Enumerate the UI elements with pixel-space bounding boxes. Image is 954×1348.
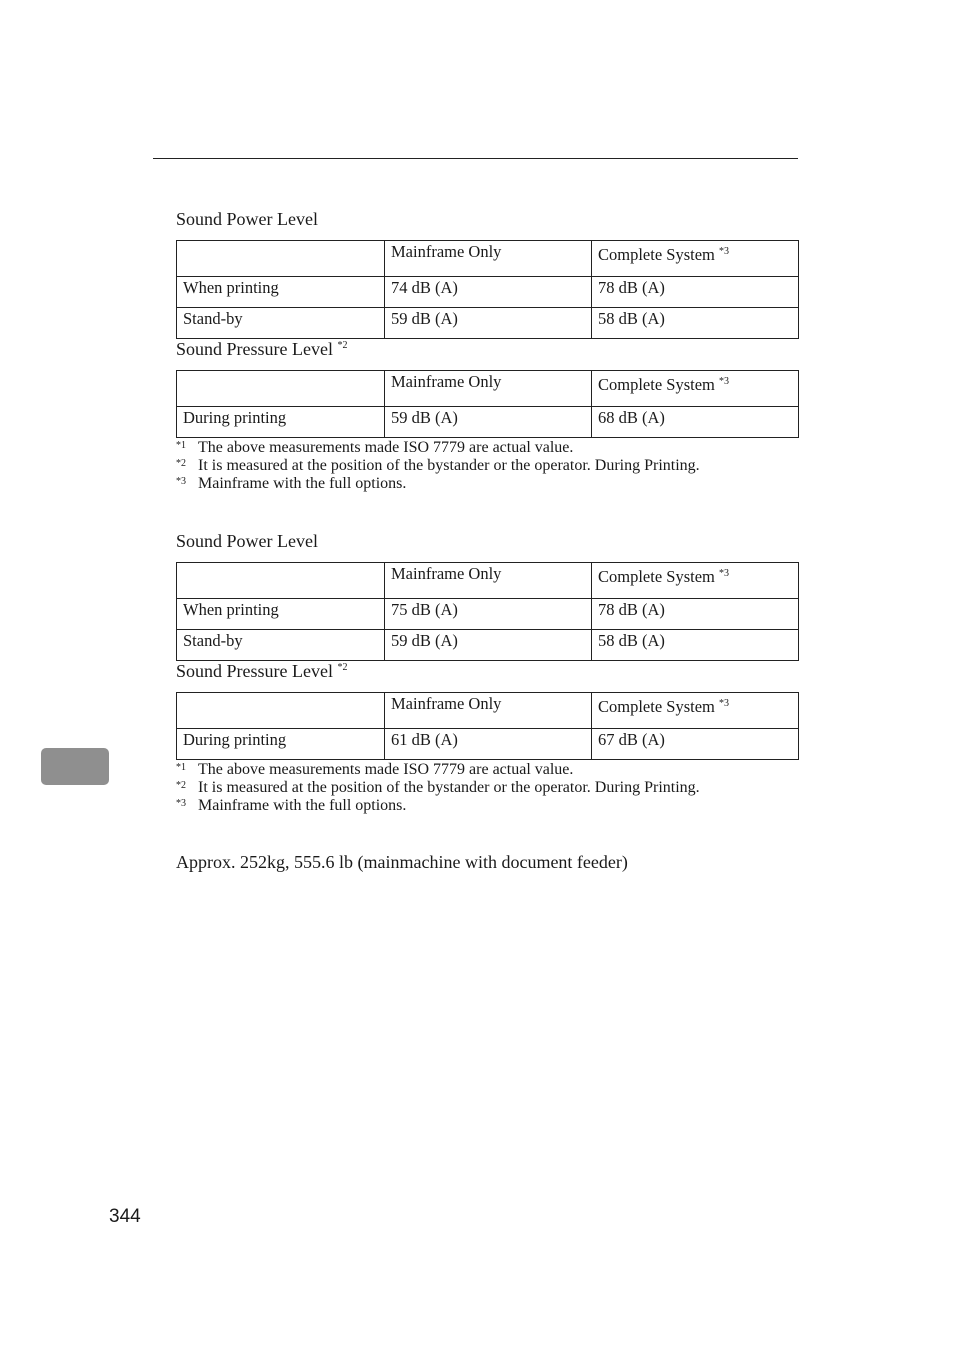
column-header-mainframe: Mainframe Only	[385, 371, 592, 407]
column-header-mainframe: Mainframe Only	[385, 563, 592, 599]
column-header-complete-system: Complete System $^{*3}$	[592, 371, 799, 407]
sound-pressure-table-2	[176, 692, 799, 760]
chapter-tab	[41, 748, 109, 785]
table-row: During printing 61 dB (A) 67 dB (A)	[177, 729, 799, 760]
column-header-mainframe: Mainframe Only	[385, 241, 592, 277]
footnote: *1 The above measurements made ISO 7779 are actual value.	[176, 439, 574, 456]
footnote: *1 The above measurements made ISO 7779 are actual value.	[176, 761, 574, 778]
column-header-complete-system: Complete System $^{*3}$	[592, 693, 799, 729]
sound-power-table-1	[176, 240, 799, 339]
sound-pressure-heading-2: Sound Pressure Level $^{*2}$	[176, 661, 348, 681]
table-row: Stand-by 59 dB (A) 58 dB (A)	[177, 630, 799, 661]
table-header-row	[177, 371, 799, 407]
footnote: *3 Mainframe with the full options.	[176, 475, 407, 492]
table-header-row	[177, 693, 799, 729]
table-row: During printing 59 dB (A) 68 dB (A)	[177, 407, 799, 438]
sound-power-table-2	[176, 562, 799, 661]
sound-power-heading-2: Sound Power Level	[176, 531, 318, 551]
column-header-complete-system: Complete System $^{*3}$	[592, 241, 799, 277]
column-header-mainframe: Mainframe Only	[385, 693, 592, 729]
table-row: Stand-by 59 dB (A) 58 dB (A)	[177, 308, 799, 339]
sound-pressure-table-1	[176, 370, 799, 438]
table-row: When printing 75 dB (A) 78 dB (A)	[177, 599, 799, 630]
page-number: 344	[109, 1206, 141, 1227]
table-header-row	[177, 563, 799, 599]
column-header-complete-system: Complete System $^{*3}$	[592, 563, 799, 599]
footnote: *3 Mainframe with the full options.	[176, 797, 407, 814]
table-header-row	[177, 241, 799, 277]
weight-spec: Approx. 252kg, 555.6 lb (mainmachine with document feeder)	[176, 852, 628, 872]
footnote: *2 It is measured at the position of the bystander or the operator. During Printing.	[176, 457, 700, 474]
header-rule	[153, 158, 798, 159]
sound-pressure-heading-1: Sound Pressure Level $^{*2}$	[176, 339, 348, 359]
table-row: When printing 74 dB (A) 78 dB (A)	[177, 277, 799, 308]
sound-power-heading-1: Sound Power Level	[176, 209, 318, 229]
footnote: *2 It is measured at the position of the bystander or the operator. During Printing.	[176, 779, 700, 796]
